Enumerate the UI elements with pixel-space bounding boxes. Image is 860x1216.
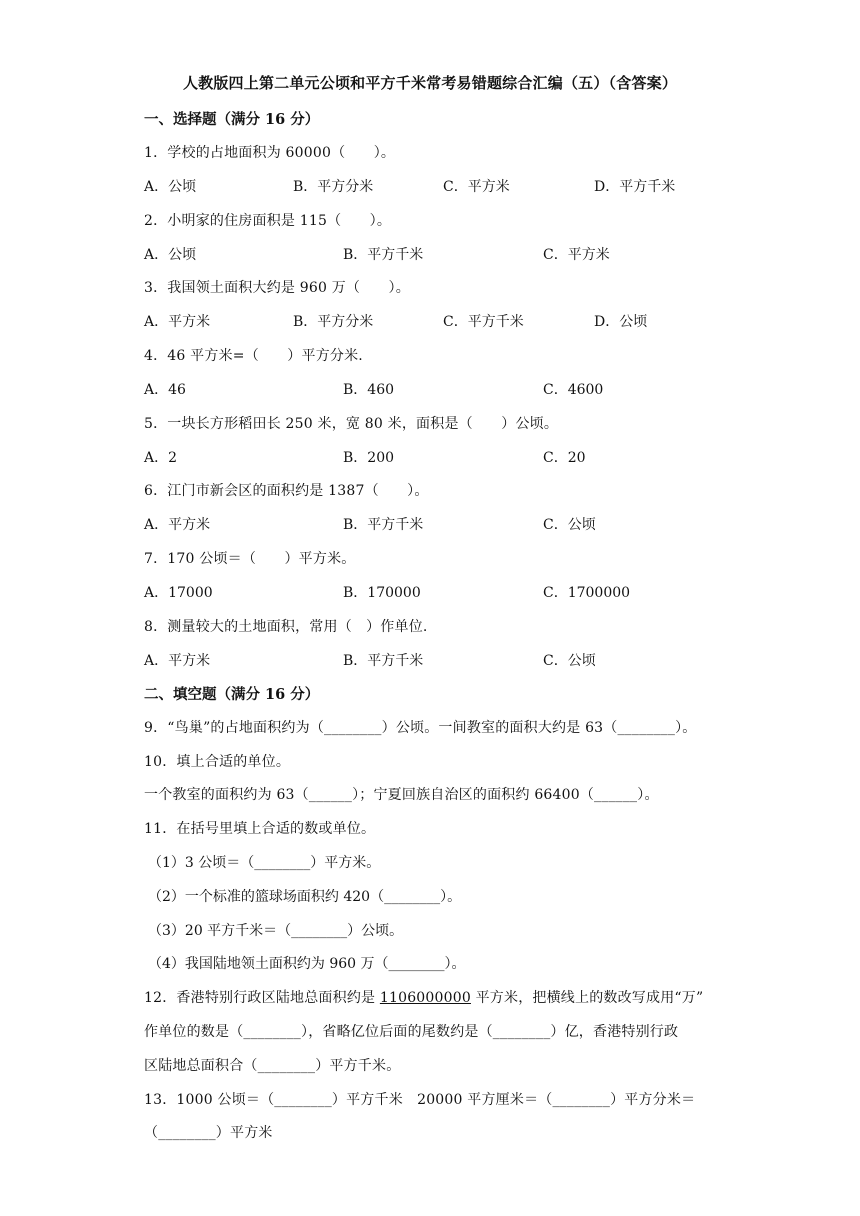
question-1: 1．学校的占地面积为 60000（ ）。 [144,145,396,161]
question-13-line-2: （________）平方米 [144,1125,273,1141]
q5-option-b: B．200 [343,450,395,466]
q1-option-b: B．平方分米 [293,179,374,195]
question-11-item-3: （3）20 平方千米＝（________）公顷。 [148,923,404,939]
section-heading-fill: 二、填空题（满分 16 分） [144,686,320,703]
section-heading-choice: 一、选择题（满分 16 分） [144,111,320,128]
question-11: 11．在括号里填上合适的数或单位。 [144,821,376,837]
q3-option-d: D．公顷 [594,314,648,330]
question-11-item-4: （4）我国陆地领土面积约为 960 万（________）。 [148,956,466,972]
q4-option-c: C．4600 [543,382,604,398]
question-6: 6．江门市新会区的面积约是 1387（ ）。 [144,483,429,499]
q6-option-c: C．公顷 [543,517,596,533]
question-11-item-2: （2）一个标准的篮球场面积约 420（________）。 [148,889,462,905]
q6-option-a: A．平方米 [144,517,211,533]
q6-option-b: B．平方千米 [343,517,424,533]
question-7: 7．170 公顷＝（ ）平方米。 [144,551,356,567]
q7-option-c: C．1700000 [543,585,631,601]
q8-option-c: C．公顷 [543,653,596,669]
question-12-line-3: 区陆地总面积合（________）平方千米。 [144,1058,401,1074]
question-12-text-a: 12．香港特别行政区陆地总面积约是 [144,990,380,1006]
question-12-line-2: 作单位的数是（________），省略亿位后面的尾数约是（________）亿，香港特别行政 [144,1024,679,1040]
question-8: 8．测量较大的土地面积，常用（ ）作单位. [144,619,428,635]
question-4: 4．46 平方米=（ ）平方分米. [144,348,363,364]
q2-option-a: A．公顷 [144,247,197,263]
question-10: 10．填上合适的单位。 [144,754,291,770]
q8-option-a: A．平方米 [144,653,211,669]
q3-option-c: C．平方千米 [443,314,524,330]
q4-option-b: B．460 [343,382,395,398]
q1-option-a: A．公顷 [144,179,197,195]
question-12-underlined-number: 1106000000 [379,990,471,1006]
question-12-text-b: 平方米，把横线上的数改写成用“万” [470,990,704,1006]
q2-option-c: C．平方米 [543,247,610,263]
q3-option-b: B．平方分米 [293,314,374,330]
question-2: 2．小明家的住房面积是 115（ ）。 [144,213,392,229]
q1-option-c: C．平方米 [443,179,510,195]
question-5: 5．一块长方形稻田长 250 米，宽 80 米，面积是（ ）公顷。 [144,416,559,432]
question-10-line: 一个教室的面积约为 63（______）；宁夏回族自治区的面积约 66400（______）。 [144,787,659,803]
q7-option-b: B．170000 [343,585,421,601]
question-3: 3．我国领土面积大约是 960 万（ ）。 [144,280,410,296]
page-title: 人教版四上第二单元公顷和平方千米常考易错题综合汇编（五）（含答案） [182,74,678,92]
question-11-item-1: （1）3 公顷＝（________）平方米。 [148,855,381,871]
q3-option-a: A．平方米 [144,314,211,330]
question-13: 13．1000 公顷＝（________）平方千米 20000 平方厘米＝（________）平方分米＝ [144,1092,696,1108]
question-9: 9．“鸟巢”的占地面积约为（________）公顷。一间教室的面积大约是 63（________）。 [144,720,697,736]
q8-option-b: B．平方千米 [343,653,424,669]
q5-option-a: A．2 [144,450,178,466]
q7-option-a: A．17000 [144,585,213,601]
q2-option-b: B．平方千米 [343,247,424,263]
q4-option-a: A．46 [144,382,186,398]
q5-option-c: C．20 [543,450,586,466]
question-12 [144,987,703,1007]
q1-option-d: D．平方千米 [594,179,676,195]
